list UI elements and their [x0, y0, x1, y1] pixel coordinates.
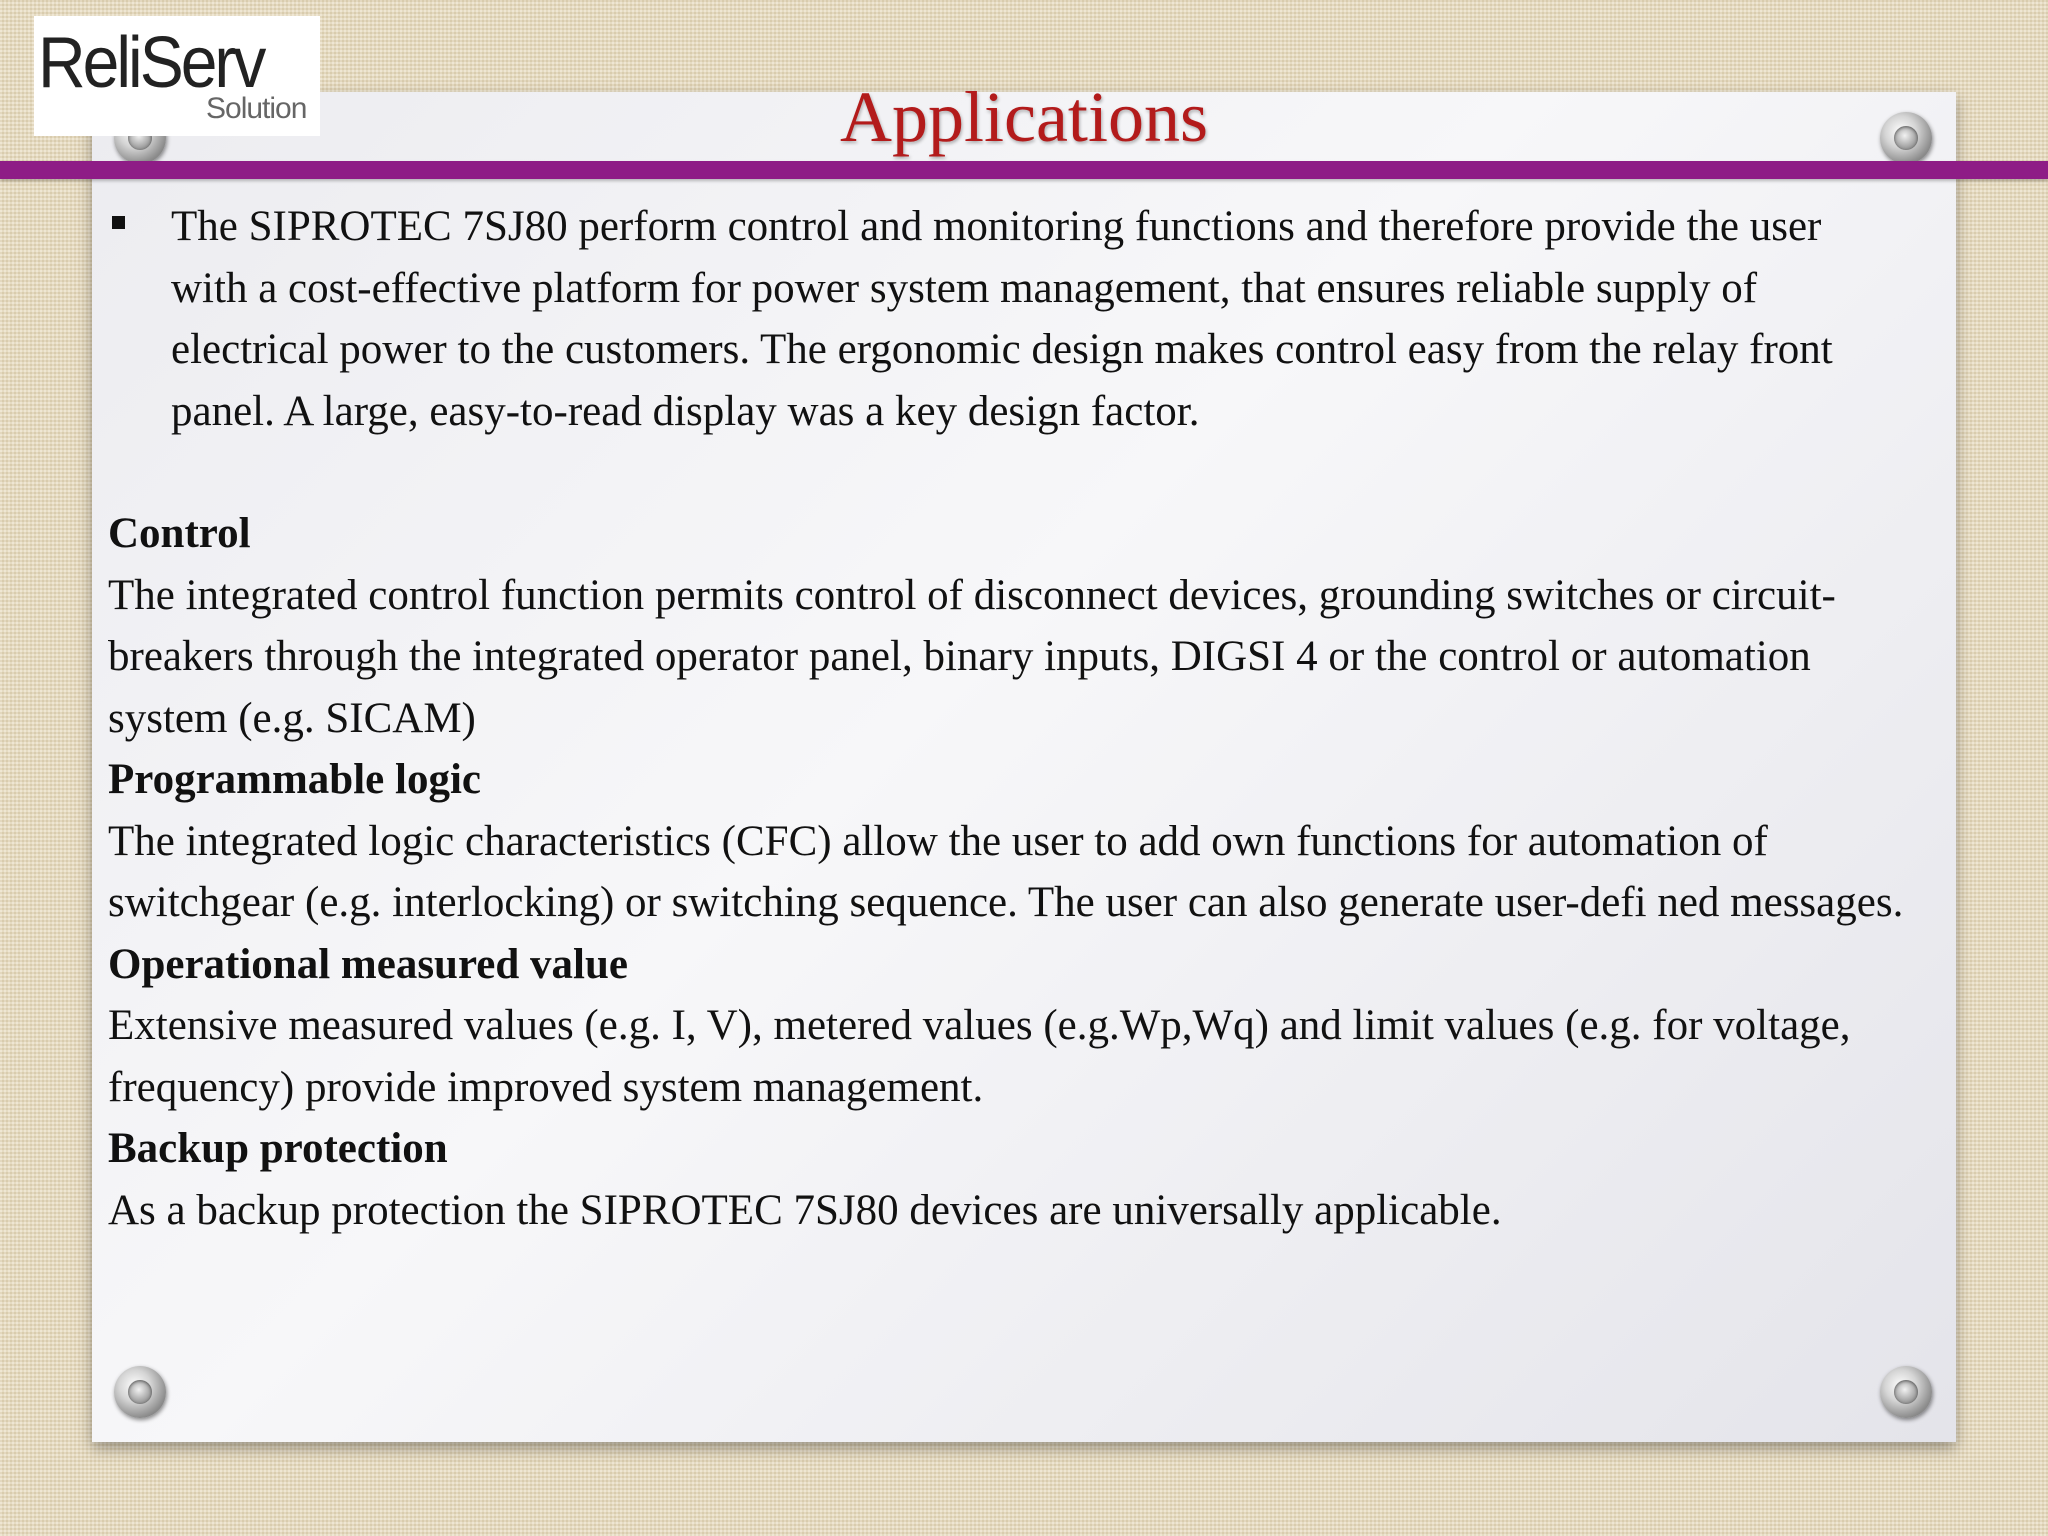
section-body: The integrated logic characteristics (CFC) allow the user to add own functions for automation of switchgear (e.g. interlocking) or switching sequence. The user can also generate user-defi ned messages. — [108, 817, 1904, 926]
logo-tagline: Solution — [206, 92, 307, 125]
intro-text: The SIPROTEC 7SJ80 perform control and monitoring functions and therefore provide the user with a cost-effective platform for power system management, that ensures reliable supply of electrical power to the customers. The ergonomic design makes control easy from the relay front panel. A large, easy-to-read display was a key design factor. — [171, 203, 1833, 435]
slide-content — [108, 196, 1908, 1241]
logo-name: ReliServ — [38, 21, 264, 103]
page-title: Applications — [840, 77, 1208, 157]
square-bullet-icon — [112, 216, 125, 229]
rivet-icon-bottom-left — [114, 1366, 166, 1418]
section-operational-measured-value — [108, 934, 1908, 1119]
intro-bullet — [108, 196, 1908, 442]
section-heading: Backup protection — [108, 1125, 448, 1172]
section-programmable-logic — [108, 749, 1908, 934]
section-heading: Operational measured value — [108, 940, 628, 988]
section-body: As a backup protection the SIPROTEC 7SJ80 devices are universally applicable. — [108, 1186, 1502, 1234]
rivet-icon-bottom-right — [1880, 1366, 1932, 1418]
section-control — [108, 503, 1908, 749]
section-body: The integrated control function permits control of disconnect devices, grounding switches or circuit-breakers through the integrated operator panel, binary inputs, DIGSI 4 or the control or automation system (e.g. SICAM) — [108, 571, 1836, 742]
section-heading: Programmable logic — [108, 756, 481, 803]
section-body: Extensive measured values (e.g. I, V), metered values (e.g.Wp,Wq) and limit values (e.g. for voltage, frequency) provide improved system management. — [108, 1002, 1851, 1111]
section-heading: Control — [108, 510, 251, 557]
section-backup-protection — [108, 1118, 1908, 1241]
title-divider — [0, 161, 2048, 179]
